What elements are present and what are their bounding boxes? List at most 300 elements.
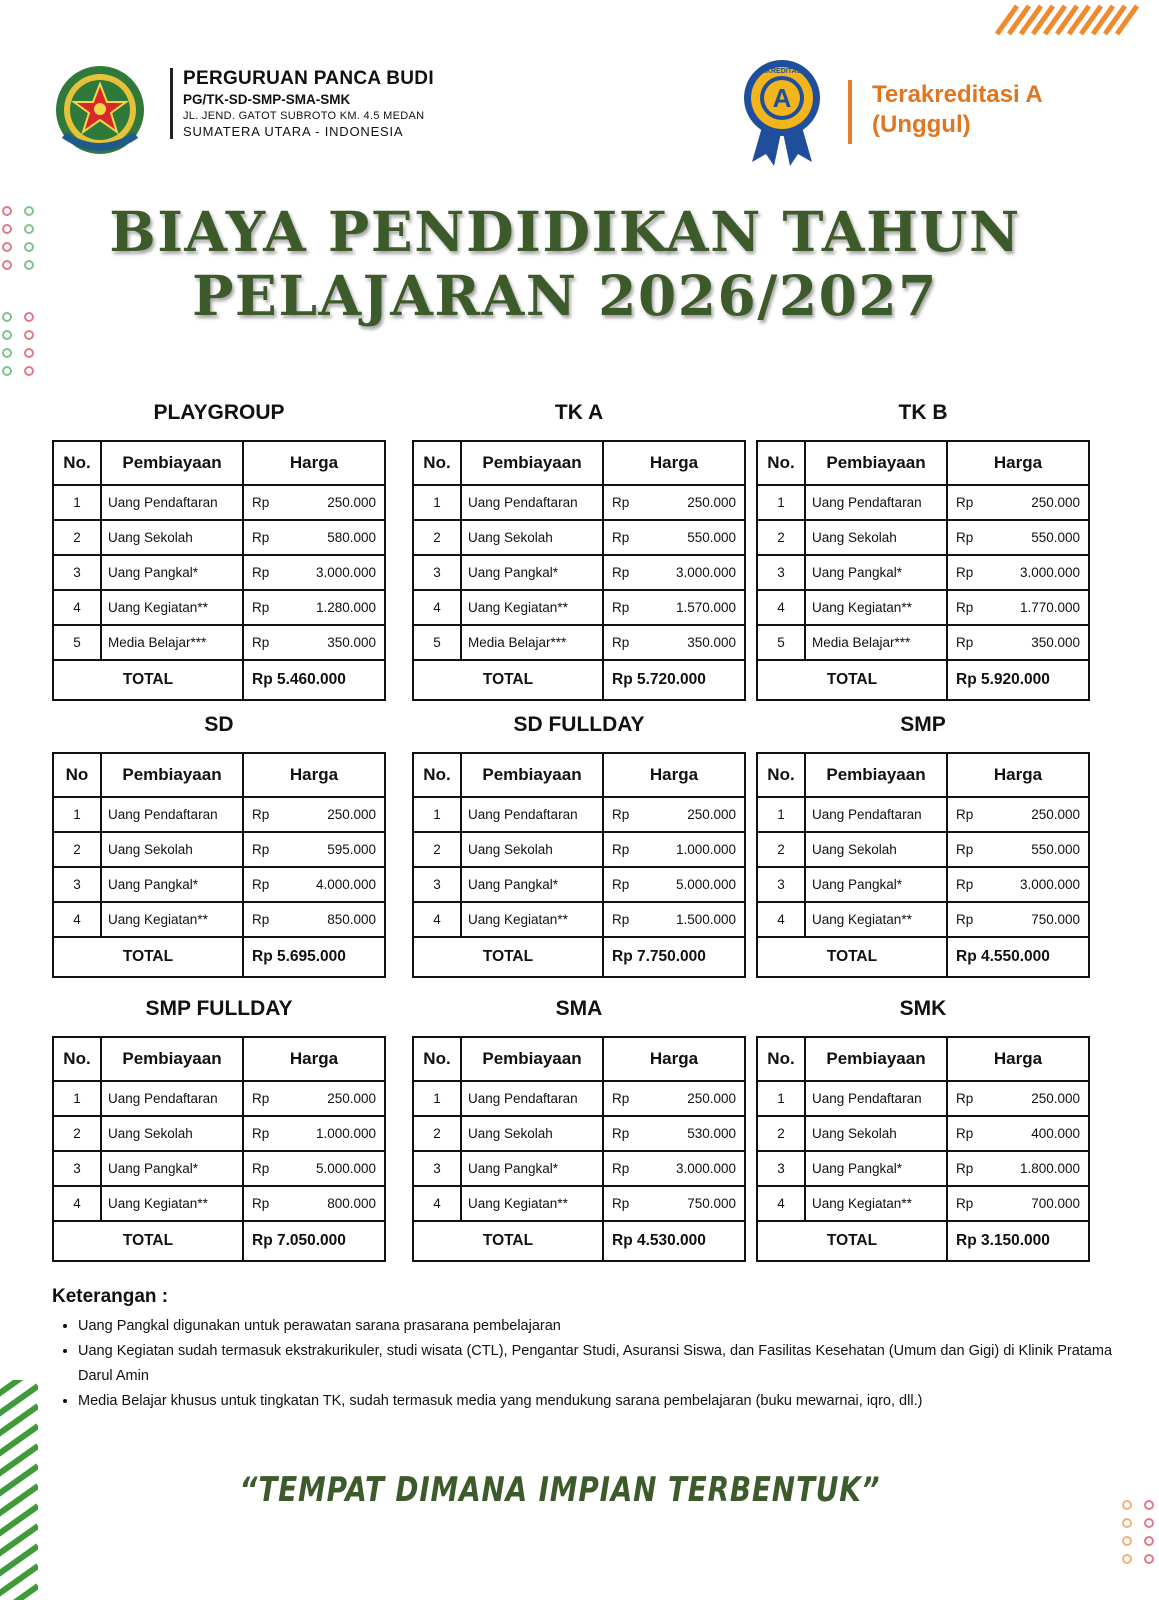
currency: Rp (252, 530, 270, 545)
school-logo (52, 60, 148, 160)
row-price (947, 625, 1089, 660)
total-row (757, 660, 1089, 700)
currency: Rp (252, 877, 270, 892)
currency: Rp (956, 842, 974, 857)
row-item: Uang Kegiatan** (461, 590, 603, 625)
row-item: Uang Pangkal* (461, 555, 603, 590)
row-number: 1 (757, 1081, 805, 1116)
row-number: 3 (53, 1151, 101, 1186)
table-row (53, 485, 385, 520)
row-price (603, 832, 745, 867)
currency: Rp (956, 807, 974, 822)
row-price (603, 1081, 745, 1116)
row-number: 1 (53, 797, 101, 832)
col-header-no: No. (53, 1037, 101, 1081)
note-item: • Uang Kegiatan sudah termasuk ekstrakurikuler, studi wisata (CTL), Pengantar Studi, Asuransi Siswa, dan Fasilitas Kesehatan (Umum dan Gigi) di Klinik Pratama Darul Amin (78, 1339, 1112, 1389)
amount: 750.000 (687, 1196, 736, 1211)
col-header-no: No. (757, 753, 805, 797)
row-number: 3 (757, 867, 805, 902)
school-info (170, 68, 434, 139)
table-row (53, 1116, 385, 1151)
table-row (53, 1186, 385, 1221)
table-row (53, 590, 385, 625)
row-price (947, 520, 1089, 555)
currency: Rp (612, 1161, 630, 1176)
currency: Rp (956, 1091, 974, 1106)
table-title: SMK (899, 997, 947, 1020)
table-row (757, 485, 1089, 520)
row-item: Uang Pendaftaran (805, 485, 947, 520)
table-row (757, 832, 1089, 867)
row-number: 2 (53, 832, 101, 867)
amount: 350.000 (687, 635, 736, 650)
note-item: • Media Belajar khusus untuk tingkatan TK, sudah termasuk media yang mendukung sarana pembelajaran (buku mewarnai, iqro, dll.) (78, 1389, 1112, 1414)
row-number: 4 (413, 902, 461, 937)
amount: 250.000 (1031, 1091, 1080, 1106)
total-amount: Rp 5.720.000 (603, 660, 745, 700)
row-item: Uang Pendaftaran (805, 797, 947, 832)
school-region: SUMATERA UTARA - INDONESIA (183, 124, 404, 139)
currency: Rp (612, 635, 630, 650)
table-row (757, 590, 1089, 625)
row-price (947, 1186, 1089, 1221)
total-row (757, 1221, 1089, 1261)
table-header-row (413, 441, 745, 485)
amount: 800.000 (327, 1196, 376, 1211)
table-title: PLAYGROUP (153, 401, 285, 424)
green-stripes-decoration (0, 1380, 38, 1600)
table-row (413, 590, 745, 625)
amount: 4.000.000 (315, 877, 376, 892)
fee-table-block (756, 710, 1090, 978)
table-row (757, 902, 1089, 937)
row-item: Uang Pangkal* (101, 1151, 243, 1186)
col-header-no: No. (53, 441, 101, 485)
row-price (243, 1081, 385, 1116)
amount: 550.000 (687, 530, 736, 545)
total-amount: Rp 5.920.000 (947, 660, 1089, 700)
row-number: 3 (413, 1151, 461, 1186)
table-row (413, 1081, 745, 1116)
row-number: 2 (413, 520, 461, 555)
total-row (757, 937, 1089, 977)
currency: Rp (612, 530, 630, 545)
row-number: 2 (413, 1116, 461, 1151)
amount: 1.570.000 (675, 600, 736, 615)
row-number: 1 (413, 797, 461, 832)
row-number: 1 (757, 797, 805, 832)
table-header-row (413, 753, 745, 797)
row-item: Uang Sekolah (461, 832, 603, 867)
row-number: 4 (757, 590, 805, 625)
col-header-price: Harga (947, 1037, 1089, 1081)
fee-table-block (412, 710, 746, 978)
row-price (947, 832, 1089, 867)
table-row (53, 832, 385, 867)
table-row (53, 867, 385, 902)
currency: Rp (252, 912, 270, 927)
total-row (413, 660, 745, 700)
slogan: “TEMPAT DIMANA IMPIAN TERBENTUK” (239, 1470, 881, 1510)
amount: 250.000 (327, 1091, 376, 1106)
col-header-price: Harga (603, 441, 745, 485)
row-item: Uang Sekolah (101, 520, 243, 555)
row-number: 1 (413, 1081, 461, 1116)
row-item: Uang Kegiatan** (101, 590, 243, 625)
row-number: 1 (413, 485, 461, 520)
table-row (53, 1081, 385, 1116)
badge-ring-text: AKREDITASI (760, 68, 804, 75)
currency: Rp (252, 807, 270, 822)
row-number: 1 (757, 485, 805, 520)
table-header-row (757, 1037, 1089, 1081)
row-price (947, 1081, 1089, 1116)
col-header-no: No. (757, 1037, 805, 1081)
row-price (243, 625, 385, 660)
row-item: Uang Kegiatan** (805, 1186, 947, 1221)
table-row (757, 797, 1089, 832)
row-item: Uang Sekolah (805, 1116, 947, 1151)
row-price (947, 485, 1089, 520)
row-number: 5 (53, 625, 101, 660)
accreditation-divider (848, 80, 852, 144)
row-number: 1 (53, 485, 101, 520)
row-item: Uang Pangkal* (101, 867, 243, 902)
amount: 595.000 (327, 842, 376, 857)
row-item: Uang Pendaftaran (101, 797, 243, 832)
row-item: Uang Sekolah (461, 1116, 603, 1151)
row-item: Uang Pangkal* (805, 867, 947, 902)
col-header-item: Pembiayaan (461, 753, 603, 797)
row-item: Uang Pendaftaran (101, 1081, 243, 1116)
row-number: 5 (757, 625, 805, 660)
row-item: Uang Sekolah (101, 832, 243, 867)
row-item: Uang Pangkal* (805, 1151, 947, 1186)
table-header-row (53, 441, 385, 485)
row-price (243, 485, 385, 520)
row-item: Uang Pendaftaran (461, 797, 603, 832)
fee-table (412, 440, 746, 701)
row-item: Uang Kegiatan** (461, 902, 603, 937)
row-price (947, 1151, 1089, 1186)
col-header-item: Pembiayaan (805, 753, 947, 797)
currency: Rp (956, 530, 974, 545)
total-label: TOTAL (413, 1221, 603, 1261)
table-title: SD (204, 713, 234, 736)
table-title: TK A (554, 401, 604, 424)
currency: Rp (956, 1196, 974, 1211)
amount: 250.000 (687, 807, 736, 822)
currency: Rp (612, 912, 630, 927)
total-label: TOTAL (757, 1221, 947, 1261)
total-label: TOTAL (757, 937, 947, 977)
row-item: Uang Pendaftaran (805, 1081, 947, 1116)
amount: 530.000 (687, 1126, 736, 1141)
total-row (53, 1221, 385, 1261)
table-row (53, 555, 385, 590)
row-item: Uang Kegiatan** (805, 902, 947, 937)
currency: Rp (956, 495, 974, 510)
col-header-item: Pembiayaan (805, 441, 947, 485)
row-item: Media Belajar*** (101, 625, 243, 660)
amount: 750.000 (1031, 912, 1080, 927)
row-item: Uang Sekolah (805, 832, 947, 867)
currency: Rp (612, 842, 630, 857)
total-amount: Rp 4.550.000 (947, 937, 1089, 977)
table-row (53, 520, 385, 555)
fee-table-block (52, 710, 386, 978)
table-title: TK B (898, 401, 948, 424)
school-levels: PG/TK-SD-SMP-SMA-SMK (183, 92, 351, 107)
table-title: SD FULLDAY (513, 713, 645, 736)
row-price (603, 797, 745, 832)
currency: Rp (252, 635, 270, 650)
row-price (603, 485, 745, 520)
table-row (413, 1116, 745, 1151)
accreditation-badge-icon (736, 58, 828, 166)
col-header-item: Pembiayaan (461, 1037, 603, 1081)
row-price (243, 1116, 385, 1151)
table-header-row (53, 753, 385, 797)
row-number: 2 (757, 832, 805, 867)
row-number: 4 (413, 1186, 461, 1221)
amount: 250.000 (1031, 495, 1080, 510)
accreditation-line2: (Unggul) (872, 111, 971, 138)
currency: Rp (612, 807, 630, 822)
fee-table-block (412, 398, 746, 701)
notes-section (52, 1286, 1112, 1414)
amount: 1.800.000 (1019, 1161, 1080, 1176)
amount: 580.000 (327, 530, 376, 545)
col-header-no: No. (757, 441, 805, 485)
fee-table (756, 1036, 1090, 1262)
col-header-price: Harga (243, 441, 385, 485)
school-name: PERGURUAN PANCA BUDI (183, 68, 434, 89)
row-price (603, 1186, 745, 1221)
amount: 250.000 (327, 807, 376, 822)
page-title (0, 200, 1130, 328)
row-price (947, 902, 1089, 937)
notes-list (52, 1314, 1112, 1414)
table-row (53, 797, 385, 832)
currency: Rp (612, 877, 630, 892)
amount: 350.000 (327, 635, 376, 650)
amount: 250.000 (1031, 807, 1080, 822)
table-title: SMP FULLDAY (145, 997, 293, 1020)
fee-table (52, 440, 386, 701)
row-number: 4 (53, 902, 101, 937)
amount: 850.000 (327, 912, 376, 927)
title-line2: PELAJARAN 2026/2027 (192, 263, 938, 328)
currency: Rp (612, 600, 630, 615)
amount: 1.770.000 (1019, 600, 1080, 615)
row-item: Uang Kegiatan** (805, 590, 947, 625)
row-price (603, 555, 745, 590)
table-row (757, 555, 1089, 590)
currency: Rp (956, 600, 974, 615)
fee-table (412, 1036, 746, 1262)
row-price (243, 1186, 385, 1221)
total-row (413, 1221, 745, 1261)
total-amount: Rp 5.695.000 (243, 937, 385, 977)
row-number: 2 (757, 520, 805, 555)
row-price (603, 520, 745, 555)
row-price (243, 555, 385, 590)
col-header-price: Harga (603, 1037, 745, 1081)
row-price (603, 590, 745, 625)
amount: 350.000 (1031, 635, 1080, 650)
table-row (757, 1081, 1089, 1116)
amount: 3.000.000 (1019, 565, 1080, 580)
row-item: Uang Kegiatan** (101, 1186, 243, 1221)
row-number: 5 (413, 625, 461, 660)
row-number: 3 (757, 1151, 805, 1186)
table-row (413, 625, 745, 660)
row-item: Uang Pendaftaran (101, 485, 243, 520)
table-row (757, 867, 1089, 902)
notes-heading: Keterangan : (52, 1286, 169, 1307)
row-number: 4 (53, 1186, 101, 1221)
amount: 1.000.000 (315, 1126, 376, 1141)
row-item: Uang Kegiatan** (101, 902, 243, 937)
badge-letter: A (772, 83, 792, 113)
table-row (53, 625, 385, 660)
row-number: 3 (413, 555, 461, 590)
total-row (53, 937, 385, 977)
table-row (413, 1151, 745, 1186)
accreditation-line1: Terakreditasi A (872, 81, 1043, 108)
total-label: TOTAL (53, 937, 243, 977)
row-price (243, 1151, 385, 1186)
row-item: Media Belajar*** (805, 625, 947, 660)
table-row (757, 1116, 1089, 1151)
row-number: 3 (413, 867, 461, 902)
total-label: TOTAL (757, 660, 947, 700)
fee-table-block (412, 994, 746, 1262)
row-number: 3 (53, 555, 101, 590)
row-price (243, 590, 385, 625)
dots-decoration-right (1122, 1500, 1158, 1564)
table-row (53, 902, 385, 937)
row-price (603, 1151, 745, 1186)
table-row (413, 520, 745, 555)
orange-stripes-decoration (993, 4, 1143, 36)
col-header-item: Pembiayaan (101, 753, 243, 797)
total-amount: Rp 4.530.000 (603, 1221, 745, 1261)
currency: Rp (252, 600, 270, 615)
amount: 3.000.000 (675, 565, 736, 580)
currency: Rp (956, 635, 974, 650)
amount: 550.000 (1031, 842, 1080, 857)
row-number: 2 (757, 1116, 805, 1151)
row-number: 4 (413, 590, 461, 625)
fee-table (412, 752, 746, 978)
row-price (603, 625, 745, 660)
amount: 1.280.000 (315, 600, 376, 615)
total-amount: Rp 5.460.000 (243, 660, 385, 700)
row-number: 3 (53, 867, 101, 902)
fee-table-block (52, 398, 386, 701)
col-header-item: Pembiayaan (101, 1037, 243, 1081)
row-price (243, 797, 385, 832)
amount: 3.000.000 (675, 1161, 736, 1176)
table-row (413, 485, 745, 520)
col-header-price: Harga (243, 1037, 385, 1081)
row-price (603, 1116, 745, 1151)
row-item: Uang Pangkal* (461, 1151, 603, 1186)
fee-table-block (756, 398, 1090, 701)
table-row (413, 832, 745, 867)
currency: Rp (252, 565, 270, 580)
col-header-no: No. (413, 1037, 461, 1081)
row-price (947, 590, 1089, 625)
col-header-item: Pembiayaan (805, 1037, 947, 1081)
table-header-row (757, 441, 1089, 485)
row-item: Uang Pangkal* (101, 555, 243, 590)
row-price (947, 1116, 1089, 1151)
currency: Rp (956, 565, 974, 580)
fee-table-block (52, 994, 386, 1262)
amount: 250.000 (687, 1091, 736, 1106)
col-header-no: No. (413, 753, 461, 797)
amount: 3.000.000 (1019, 877, 1080, 892)
currency: Rp (956, 877, 974, 892)
row-price (947, 555, 1089, 590)
col-header-price: Harga (243, 753, 385, 797)
total-label: TOTAL (413, 937, 603, 977)
amount: 5.000.000 (675, 877, 736, 892)
row-price (243, 520, 385, 555)
currency: Rp (252, 1161, 270, 1176)
table-row (757, 520, 1089, 555)
row-number: 1 (53, 1081, 101, 1116)
table-header-row (53, 1037, 385, 1081)
currency: Rp (612, 495, 630, 510)
amount: 1.500.000 (675, 912, 736, 927)
col-header-price: Harga (603, 753, 745, 797)
currency: Rp (252, 1196, 270, 1211)
amount: 700.000 (1031, 1196, 1080, 1211)
table-title: SMA (555, 997, 603, 1020)
amount: 1.000.000 (675, 842, 736, 857)
col-header-no: No (53, 753, 101, 797)
amount: 3.000.000 (315, 565, 376, 580)
currency: Rp (956, 1161, 974, 1176)
currency: Rp (252, 842, 270, 857)
amount: 250.000 (687, 495, 736, 510)
total-amount: Rp 7.050.000 (243, 1221, 385, 1261)
row-price (243, 902, 385, 937)
row-item: Uang Pangkal* (461, 867, 603, 902)
row-item: Uang Pendaftaran (461, 485, 603, 520)
row-number: 2 (53, 1116, 101, 1151)
amount: 550.000 (1031, 530, 1080, 545)
table-header-row (413, 1037, 745, 1081)
total-row (413, 937, 745, 977)
row-price (603, 902, 745, 937)
table-row (413, 555, 745, 590)
currency: Rp (612, 1196, 630, 1211)
row-number: 4 (757, 902, 805, 937)
total-label: TOTAL (53, 1221, 243, 1261)
row-item: Uang Sekolah (101, 1116, 243, 1151)
row-item: Uang Kegiatan** (461, 1186, 603, 1221)
fee-table (52, 1036, 386, 1262)
currency: Rp (956, 912, 974, 927)
row-number: 2 (413, 832, 461, 867)
row-number: 3 (757, 555, 805, 590)
row-item: Uang Pangkal* (805, 555, 947, 590)
